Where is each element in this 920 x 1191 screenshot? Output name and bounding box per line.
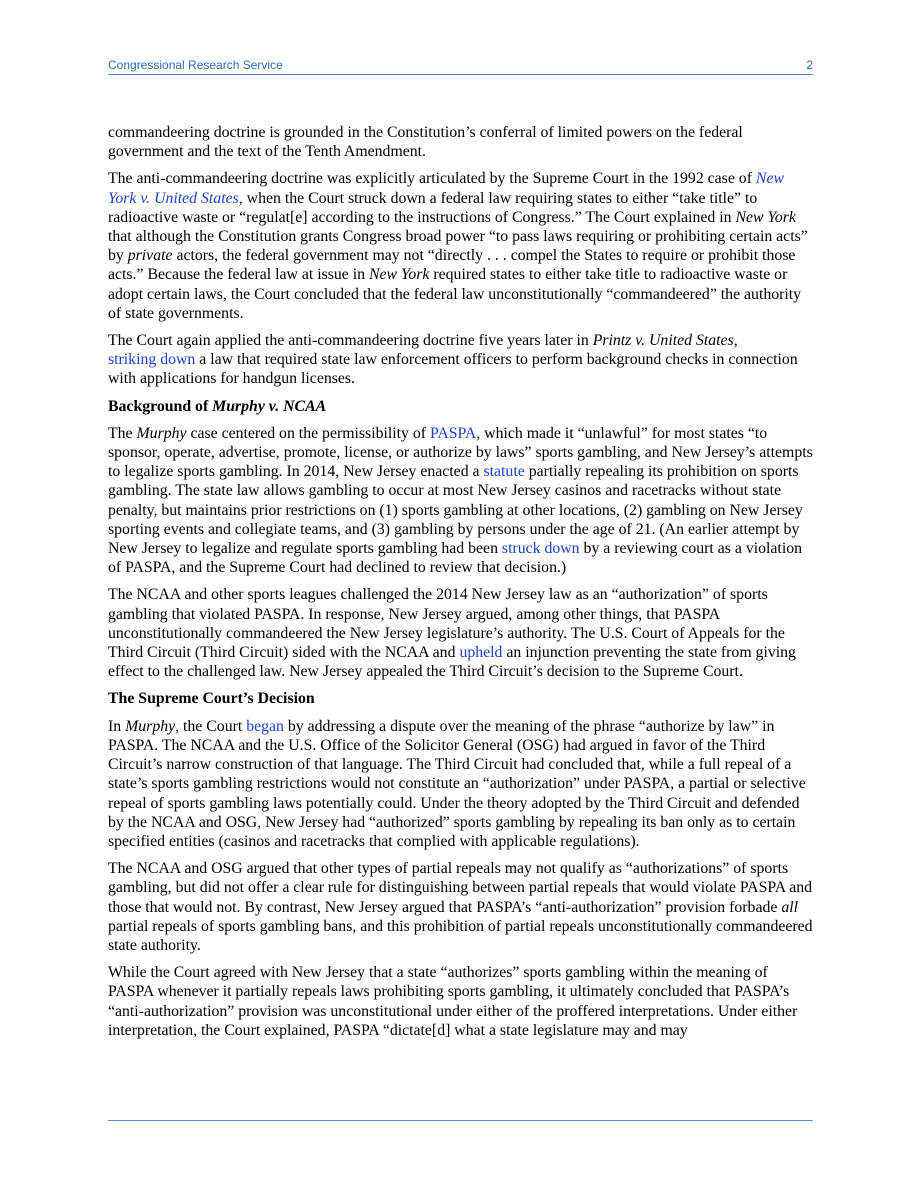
paragraph-5: The NCAA and other sports leagues challenged the 2014 New Jersey law as an “authorization” of sports gambling that violated PASPA. In response, New Jersey argued, among other things, that PASPA unconstitutionally commandeered the New Jersey legislature’s authority. The U.S. Court of Appeals for the Third Circuit (Third Circuit) sided with the NCAA and upheld an injunction preventing the state from giving effect to the challenged law. New Jersey appealed the Third Circuit’s decision to the Supreme Court. bbox=[108, 586, 796, 681]
paragraph-6: In Murphy, the Court began by addressing a dispute over the meaning of the phrase “authorize by law” in PASPA. The NCAA and the U.S. Office of the Solicitor General (OSG) had argued in favor of the Third Circuit’s narrow construction of that language. The Third Circuit had concluded that, while a full repeal of a state’s sports gambling restrictions would not constitute an “authorization” under PASPA, a partial or selective repeal of sports gambling laws potentially could. Under the theory adopted by the Third Circuit and defended by the NCAA and OSG, New Jersey had “authorized” sports gambling by repealing its ban only as to certain specified entities (casinos and racetracks that complied with applicable regulations). bbox=[108, 717, 806, 850]
header-rule bbox=[108, 74, 813, 75]
heading-decision: The Supreme Court’s Decision bbox=[108, 690, 315, 708]
paragraph-8: While the Court agreed with New Jersey that a state “authorizes” sports gambling within the meaning of PASPA whenever it partially repeals laws prohibiting sports gambling, it ultimately concluded that PASPA’s “anti-authorization” provision was unconstitutional under either of the proffered interpretations. Under either interpretation, the Court explained, PASPA “dictate[d] what a state legislature may and may bbox=[108, 964, 798, 1039]
heading-background: Background of Murphy v. NCAA bbox=[108, 397, 327, 415]
link-paspa[interactable]: PASPA bbox=[430, 424, 477, 442]
paragraph-1: commandeering doctrine is grounded in the Constitution’s conferral of limited powers on the federal government and the text of the Tenth Amendment. bbox=[108, 124, 743, 161]
paragraph-2: The anti-commandeering doctrine was explicitly articulated by the Supreme Court in the 1992 case of New York v. United States, when the Court struck down a federal law requiring states to either “take title” to radioactive waste or “regulat[e] according to the instructions of Congress.” The Court explained in New York that although the Constitution grants Congress broad power “to pass laws requiring or prohibiting certain acts” by private actors, the federal government may not “directly . . . compel the States to require or prohibit those acts.” Because the federal law at issue in New York required states to either take title to radioactive waste or adopt certain laws, the Court concluded that the federal law unconstitutionally “commandeered” the authority of state governments. bbox=[108, 170, 808, 322]
paragraph-3: The Court again applied the anti-commandeering doctrine five years later in Printz v. United States, striking down a law that required state law enforcement officers to perform background checks in connection with applications for handgun licenses. bbox=[108, 332, 798, 388]
link-upheld[interactable]: upheld bbox=[459, 644, 503, 662]
document-body bbox=[108, 123, 813, 1048]
page-header bbox=[108, 58, 813, 72]
link-struck-down[interactable]: struck down bbox=[501, 540, 580, 558]
paragraph-4: The Murphy case centered on the permissibility of PASPA, which made it “unlawful” for most states “to sponsor, operate, advertise, promote, license, or authorize by laws” sports gambling, and New Jersey’s attempts to legalize sports gambling. In 2014, New Jersey enacted a statute partially repealing its prohibition on sports gambling. The state law allows gambling to occur at most New Jersey casinos and racetracks without state penalty, but maintains prior restrictions on (1) sports gambling at other locations, (2) gambling on New Jersey sporting events and collegiate teams, and (3) gambling by persons under the age of 21. (An earlier attempt by New Jersey to legalize and regulate sports gambling had been struck down by a reviewing court as a violation of PASPA, and the Supreme Court had declined to review that decision.) bbox=[108, 424, 813, 577]
link-striking-down[interactable]: striking down bbox=[108, 351, 196, 369]
header-org: Congressional Research Service bbox=[108, 58, 283, 72]
link-new-york-v-united-states[interactable]: New York v. United States bbox=[108, 170, 784, 207]
link-statute[interactable]: statute bbox=[483, 463, 525, 481]
footer-rule bbox=[108, 1120, 813, 1121]
paragraph-7: The NCAA and OSG argued that other types of partial repeals may not qualify as “authorizations” of sports gambling, but did not offer a clear rule for distinguishing between partial repeals that would violate PASPA and those that would not. By contrast, New Jersey argued that PASPA’s “anti-authorization” provision forbade all partial repeals of sports gambling bans, and this prohibition of partial repeals unconstitutionally commandeered state authority. bbox=[108, 860, 813, 954]
page-number: 2 bbox=[806, 58, 813, 72]
link-began[interactable]: began bbox=[246, 717, 284, 735]
